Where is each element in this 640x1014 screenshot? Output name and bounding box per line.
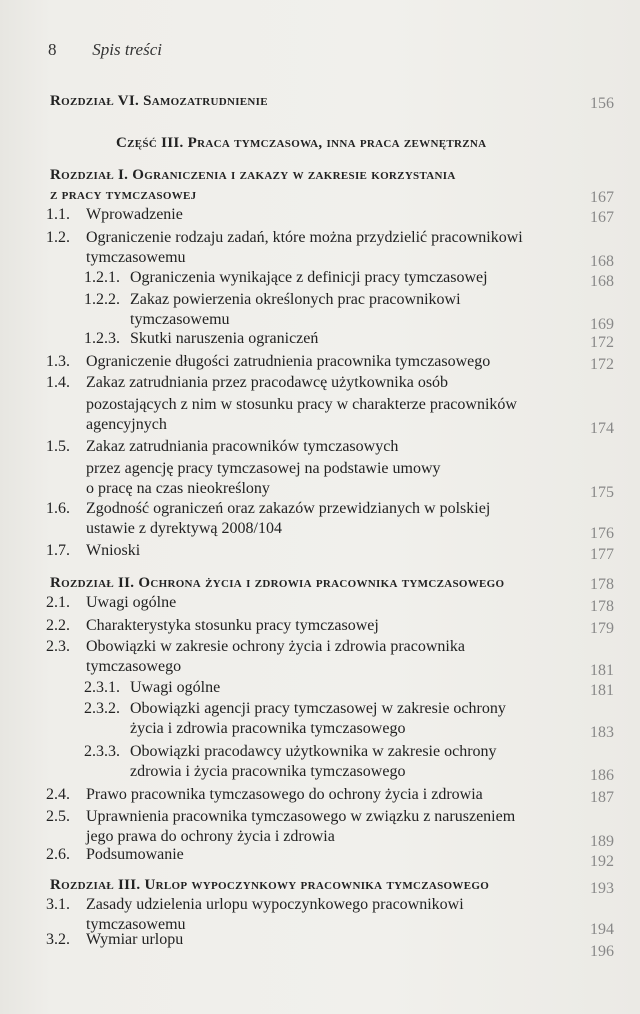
toc-section-line: [86, 828, 335, 846]
toc-section-line: [46, 594, 177, 612]
toc-page-number: 172: [590, 334, 614, 351]
toc-page-number: 168: [590, 273, 614, 290]
toc-entry-text: z pracy tymczasowej: [50, 187, 197, 203]
toc-page-number: 178: [590, 576, 614, 593]
toc-section-line: [86, 460, 441, 478]
toc-entry-text: Rozdział III. Urlop wypoczynkowy pracownika tymczasowego: [50, 877, 490, 893]
toc-entry-text: Uprawnienia pracownika tymczasowego w związku z naruszeniem: [86, 808, 516, 825]
toc-entry-number: 1.4.: [46, 374, 70, 391]
toc-subsection-line: [84, 291, 461, 309]
toc-entry-text: życia i zdrowia pracownika tymczasowego: [130, 720, 406, 737]
running-title: Spis treści: [92, 40, 162, 59]
toc-page-number: 186: [590, 767, 614, 784]
toc-entry-number: 1.1.: [46, 206, 70, 223]
toc-entry-text: tymczasowemu: [86, 249, 186, 266]
toc-page-number: 167: [590, 209, 614, 226]
toc-entry-text: Zakaz zatrudniania pracowników tymczasowych: [86, 438, 399, 455]
page-header: [48, 40, 162, 60]
toc-page-number: 176: [590, 525, 614, 542]
toc-section-line: [86, 480, 270, 498]
toc-page-number: 175: [590, 484, 614, 501]
toc-page-number: 194: [590, 921, 614, 938]
chapter-heading: [50, 574, 504, 592]
toc-entry-text: Obowiązki agencji pracy tymczasowej w zakresie ochrony: [130, 700, 506, 717]
toc-entry-text: Wprowadzenie: [86, 206, 183, 223]
toc-page-number: 174: [590, 420, 614, 437]
toc-page-number: 181: [590, 662, 614, 679]
toc-page-number: 181: [590, 682, 614, 699]
toc-section-line: [46, 374, 449, 392]
toc-subsection-line: [130, 763, 405, 781]
toc-entry-text: przez agencję pracy tymczasowej na podstawie umowy: [86, 460, 441, 477]
toc-entry-text: Część III. Praca tymczasowa, inna praca zewnętrzna: [116, 135, 487, 151]
toc-entry-number: 1.7.: [46, 542, 70, 559]
toc-subsection-line: [130, 720, 405, 738]
toc-entry-number: 2.2.: [46, 617, 70, 634]
toc-section-line: [46, 206, 183, 224]
toc-page-number: 183: [590, 724, 614, 741]
toc-page-number: 193: [590, 880, 614, 897]
toc-entry-number: 2.6.: [46, 846, 70, 863]
toc-section-line: [86, 416, 167, 434]
toc-page-number: 177: [590, 546, 614, 563]
toc-entry-text: tymczasowemu: [86, 916, 186, 933]
toc-entry-number: 2.5.: [46, 808, 70, 825]
chapter-heading: [50, 876, 489, 894]
toc-entry-text: Zakaz powierzenia określonych prac pracownikowi: [130, 291, 461, 308]
toc-entry-text: ustawie z dyrektywą 2008/104: [86, 520, 282, 537]
toc-entry-text: Uwagi ogólne: [86, 594, 177, 611]
toc-entry-text: Zgodność ograniczeń oraz zakazów przewidzianych w polskiej: [86, 500, 491, 517]
toc-entry-number: 1.6.: [46, 500, 70, 517]
toc-entry-number: 2.3.1.: [84, 679, 120, 696]
toc-page-number: 187: [590, 789, 614, 806]
toc-section-line: [46, 353, 491, 371]
toc-section-line: [46, 786, 483, 804]
toc-entry-text: Zasady udzielenia urlopu wypoczynkowego pracownikowi: [86, 896, 464, 913]
toc-entry-text: Ograniczenie rodzaju zadań, które można przydzielić pracownikowi: [86, 229, 523, 246]
toc-entry-text: Wymiar urlopu: [86, 931, 184, 948]
toc-entry-text: Obowiązki w zakresie ochrony życia i zdrowia pracownika: [86, 638, 465, 655]
toc-page-number: 178: [590, 598, 614, 615]
toc-entry-text: Prawo pracownika tymczasowego do ochrony życia i zdrowia: [86, 786, 483, 803]
toc-section-line: [46, 808, 516, 826]
toc-entry-number: 1.3.: [46, 353, 70, 370]
page-number: 8: [48, 40, 57, 59]
toc-section-line: [46, 229, 523, 247]
toc-section-line: [46, 846, 184, 864]
toc-page-number: 167: [590, 189, 614, 206]
toc-subsection-line: [84, 679, 221, 697]
toc-entry-text: Ograniczenie długości zatrudnienia pracownika tymczasowego: [86, 353, 491, 370]
toc-entry-text: Podsumowanie: [86, 846, 184, 863]
toc-entry-number: 1.2.1.: [84, 269, 120, 286]
toc-page-number: 172: [590, 356, 614, 373]
toc-subsection-line: [84, 743, 497, 761]
toc-section-line: [46, 896, 464, 914]
toc-entry-text: pozostających z nim w stosunku pracy w charakterze pracowników: [86, 396, 517, 413]
toc-entry-number: 2.3.: [46, 638, 70, 655]
toc-entry-number: 1.2.: [46, 229, 70, 246]
toc-entry-text: Wnioski: [86, 542, 141, 559]
toc-section-line: [86, 396, 517, 414]
toc-entry-number: 3.2.: [46, 931, 70, 948]
toc-page-number: 179: [590, 620, 614, 637]
toc-subsection-line: [84, 269, 488, 287]
toc-section-line: [86, 520, 282, 538]
chapter-heading: [50, 186, 196, 204]
toc-entry-text: tymczasowemu: [130, 311, 230, 328]
toc-section-line: [46, 500, 491, 518]
toc-page-number: 168: [590, 253, 614, 270]
toc-entry-text: Ograniczenia wynikające z definicji pracy tymczasowej: [130, 269, 488, 286]
toc-entry-text: Uwagi ogólne: [130, 679, 221, 696]
toc-entry-text: Skutki naruszenia ograniczeń: [130, 330, 319, 347]
toc-entry-text: o pracę na czas nieokreślony: [86, 480, 270, 497]
toc-page-number: 156: [590, 95, 614, 112]
toc-entry-number: 2.4.: [46, 786, 70, 803]
toc-entry-text: Rozdział II. Ochrona życia i zdrowia pracownika tymczasowego: [50, 575, 505, 591]
toc-entry-text: Zakaz zatrudniania przez pracodawcę użytkownika osób: [86, 374, 449, 391]
toc-section-line: [46, 931, 184, 949]
toc-entry-number: 2.3.3.: [84, 743, 120, 760]
toc-subsection-line: [130, 311, 230, 329]
toc-page-number: 192: [590, 853, 614, 870]
toc-subsection-line: [84, 700, 506, 718]
toc-entry-text: Obowiązki pracodawcy użytkownika w zakresie ochrony: [130, 743, 497, 760]
toc-entry-number: 1.2.3.: [84, 330, 120, 347]
toc-section-line: [46, 542, 141, 560]
toc-entry-number: 1.5.: [46, 438, 70, 455]
toc-entry-text: jego prawa do ochrony życia i zdrowia: [86, 828, 335, 845]
toc-subsection-line: [84, 330, 319, 348]
toc-entry-number: 2.1.: [46, 594, 70, 611]
toc-entry-text: tymczasowego: [86, 658, 182, 675]
toc-entry-number: 1.2.2.: [84, 291, 120, 308]
toc-entry-text: agencyjnych: [86, 416, 167, 433]
toc-section-line: [46, 438, 399, 456]
toc-entry-number: 2.3.2.: [84, 700, 120, 717]
chapter-heading: [50, 92, 268, 110]
toc-section-line: [86, 249, 186, 267]
toc-entry-text: Rozdział VI. Samozatrudnienie: [50, 93, 268, 109]
toc-page-number: 169: [590, 316, 614, 333]
toc-entry-text: zdrowia i życia pracownika tymczasowego: [130, 763, 406, 780]
toc-page-number: 189: [590, 833, 614, 850]
toc-section-line: [46, 617, 379, 635]
toc-entry-number: 3.1.: [46, 896, 70, 913]
part-heading: [116, 134, 486, 152]
toc-entry-text: Rozdział I. Ograniczenia i zakazy w zakresie korzystania: [50, 167, 456, 183]
toc-section-line: [46, 638, 465, 656]
chapter-heading: [50, 166, 456, 184]
toc-entry-text: Charakterystyka stosunku pracy tymczasowej: [86, 617, 379, 634]
toc-page-number: 196: [590, 943, 614, 960]
toc-section-line: [86, 658, 181, 676]
